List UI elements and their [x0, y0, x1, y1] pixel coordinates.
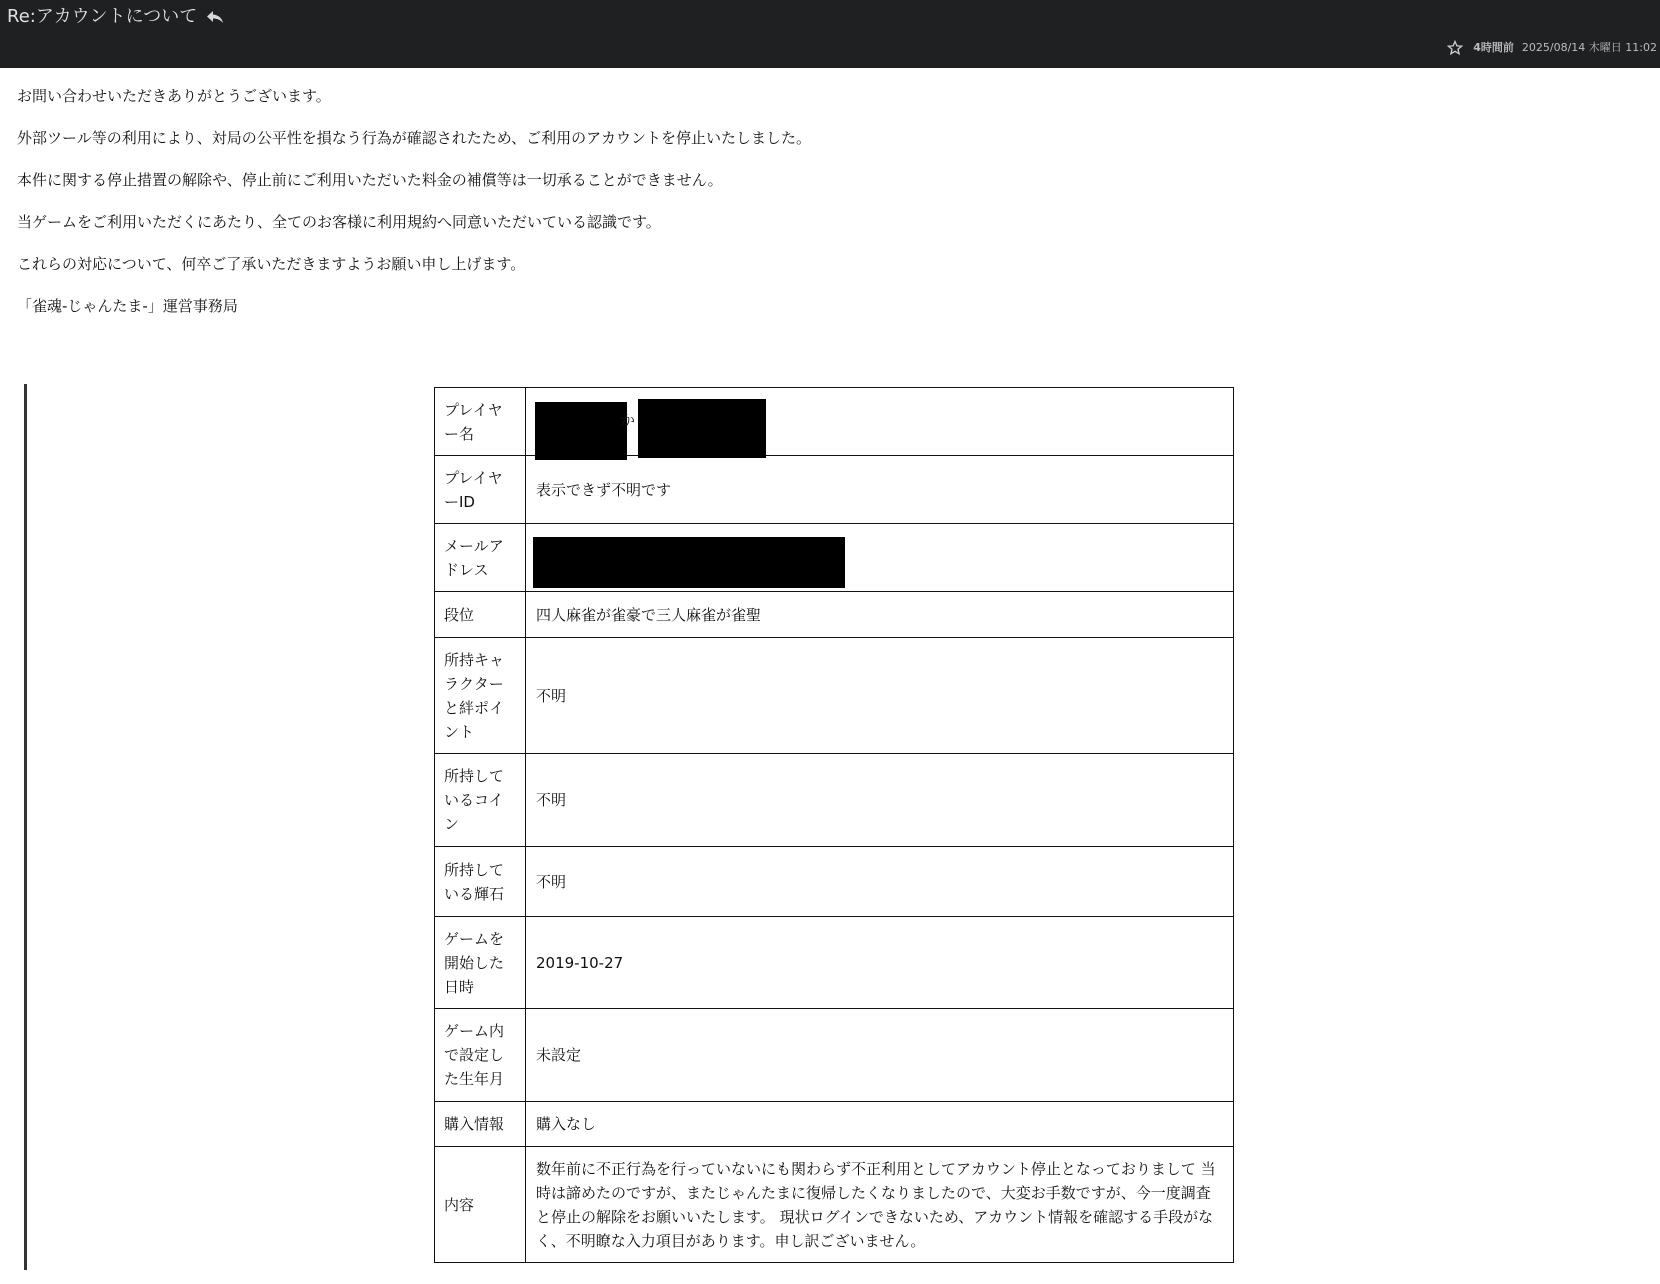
- table-row: [435, 592, 1234, 638]
- body-line: 本件に関する停止措置の解除や、停止前にご利用いただいた料金の補償等は一切承ることができません。: [17, 171, 723, 189]
- message-header: [0, 0, 1660, 68]
- time-ago-label: 4時間前: [1473, 41, 1514, 54]
- row-label: プレイヤーID: [435, 456, 526, 524]
- player-name-value: [536, 397, 1224, 447]
- redaction-block: [638, 399, 766, 458]
- table-row: [435, 847, 1234, 917]
- row-value: 2019-10-27: [526, 917, 1234, 1009]
- table-row: [435, 1009, 1234, 1102]
- email-value: [536, 533, 1224, 583]
- body-line: これらの対応について、何卒ご了承いただきますようお願い申し上げます。: [17, 255, 526, 273]
- table-row: [435, 754, 1234, 847]
- table-row: [435, 456, 1234, 524]
- message-subject-row: [7, 6, 225, 28]
- signature-line: 「雀魂-じゃんたま-」運営事務局: [17, 297, 238, 315]
- row-value: 数年前に不正行為を行っていないにも関わらず不正利用としてアカウント停止となっておりまして 当時は諦めたのですが、またじゃんたまに復帰したくなりましたので、大変お手数ですが、今一度調査と停止の解除をお願いいたします。 現状ログインできないため、アカウント情報を確認する手段がなく、不明瞭な入力項目があります。申し訳ございません。: [526, 1147, 1234, 1263]
- row-label: ゲームを開始した日時: [435, 917, 526, 1009]
- row-label: 内容: [435, 1147, 526, 1263]
- table-row: [435, 917, 1234, 1009]
- message-meta: [1447, 40, 1657, 56]
- row-label: 所持している輝石: [435, 847, 526, 917]
- row-label: 購入情報: [435, 1102, 526, 1147]
- table-row: [435, 388, 1234, 456]
- partial-visible-text: か: [620, 410, 636, 429]
- table-row: [435, 1147, 1234, 1263]
- quote-bar: [24, 384, 27, 1270]
- message-subject: Re:アカウントについて: [7, 6, 198, 27]
- message-body: [17, 86, 811, 338]
- row-value: 不明: [526, 754, 1234, 847]
- body-line: 外部ツール等の利用により、対局の公平性を損なう行為が確認されたため、ご利用のアカウントを停止いたしました。: [17, 129, 811, 147]
- table-row: [435, 524, 1234, 592]
- redaction-block: [533, 537, 845, 588]
- row-label: プレイヤー名: [435, 388, 526, 456]
- row-label: 所持キャラクターと絆ポイント: [435, 638, 526, 754]
- redaction-block: [535, 402, 627, 460]
- row-label: メールアドレス: [435, 524, 526, 592]
- body-line: お問い合わせいただきありがとうございます。: [17, 87, 331, 105]
- row-value-cell: [526, 388, 1234, 456]
- row-label: ゲーム内で設定した生年月: [435, 1009, 526, 1102]
- row-label: 所持しているコイン: [435, 754, 526, 847]
- inquiry-table: [434, 387, 1234, 1263]
- row-value: 不明: [526, 847, 1234, 917]
- body-line: 当ゲームをご利用いただくにあたり、全てのお客様に利用規約へ同意いただいている認識です。: [17, 213, 661, 231]
- row-value: 表示できず不明です: [526, 456, 1234, 524]
- star-outline-icon[interactable]: [1447, 40, 1463, 56]
- table-row: [435, 1102, 1234, 1147]
- message-datetime: 2025/08/14 木曜日 11:02: [1521, 41, 1657, 54]
- row-value-cell: [526, 524, 1234, 592]
- row-value: 購入なし: [526, 1102, 1234, 1147]
- row-value: 不明: [526, 638, 1234, 754]
- table-row: [435, 638, 1234, 754]
- row-label: 段位: [435, 592, 526, 638]
- reply-arrow-icon[interactable]: [205, 9, 225, 25]
- row-value: 未設定: [526, 1009, 1234, 1102]
- row-value: 四人麻雀が雀豪で三人麻雀が雀聖: [526, 592, 1234, 638]
